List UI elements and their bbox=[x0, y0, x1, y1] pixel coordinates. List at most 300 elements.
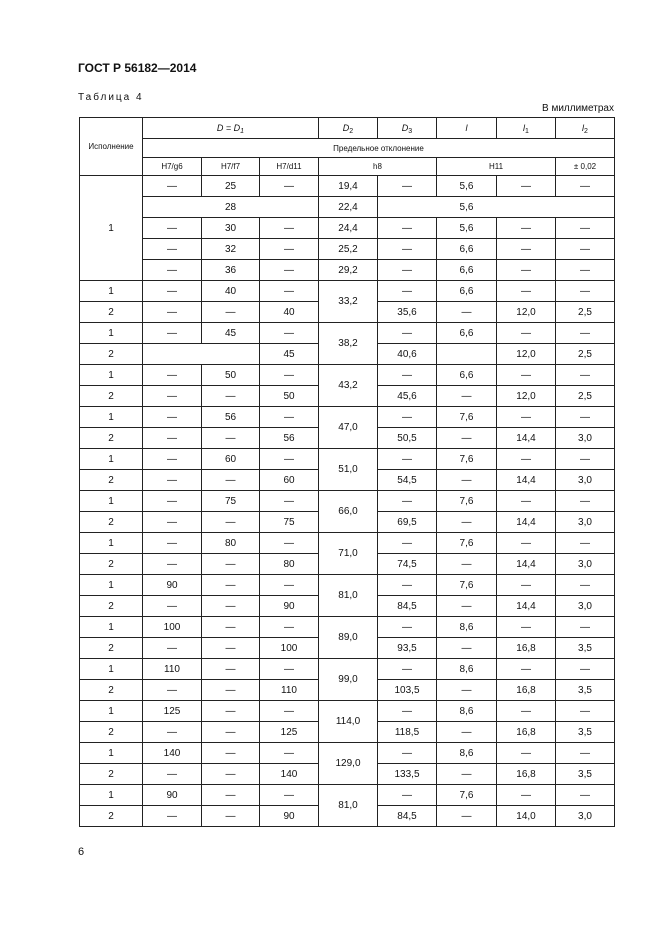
cell-h7f7: 80 bbox=[202, 533, 260, 554]
cell-h7g6: — bbox=[143, 281, 202, 302]
cell-h7d11: 56 bbox=[260, 428, 319, 449]
cell-d3: 69,5 bbox=[378, 512, 437, 533]
cell-l: 8,6 bbox=[437, 701, 497, 722]
cell-h7f7: 30 bbox=[202, 218, 260, 239]
cell-d3: 103,5 bbox=[378, 680, 437, 701]
cell-h7d11: — bbox=[260, 281, 319, 302]
cell-ispolnenie: 2 bbox=[80, 512, 143, 533]
cell-d3: 133,5 bbox=[378, 764, 437, 785]
table-row bbox=[80, 407, 615, 428]
header-d-eq-d1 bbox=[143, 118, 319, 139]
cell-l2: 2,5 bbox=[556, 302, 615, 323]
cell-d2: 51,0 bbox=[319, 449, 378, 491]
cell-d3: 54,5 bbox=[378, 470, 437, 491]
cell-l2: 3,5 bbox=[556, 680, 615, 701]
cell-ispolnenie: 1 bbox=[80, 743, 143, 764]
cell-l1: 14,4 bbox=[497, 596, 556, 617]
cell-h7d11: — bbox=[260, 617, 319, 638]
cell-l1: — bbox=[497, 449, 556, 470]
cell-l: — bbox=[437, 596, 497, 617]
cell-l1: 12,0 bbox=[497, 344, 556, 365]
cell-h7g6: — bbox=[143, 806, 202, 827]
cell-h7g6: — bbox=[143, 449, 202, 470]
cell-h7f7: — bbox=[202, 575, 260, 596]
document-title: ГОСТ Р 56182—2014 bbox=[78, 61, 197, 75]
cell-h7g6: — bbox=[143, 428, 202, 449]
cell-h7g6: — bbox=[143, 596, 202, 617]
cell-d3: 74,5 bbox=[378, 554, 437, 575]
cell-l: 6,6 bbox=[437, 281, 497, 302]
table-row bbox=[80, 743, 615, 764]
cell-l: — bbox=[437, 722, 497, 743]
cell-h7f7: 56 bbox=[202, 407, 260, 428]
cell-h7d11: — bbox=[260, 239, 319, 260]
cell-h7d11 bbox=[260, 197, 319, 218]
cell-l1: 12,0 bbox=[497, 386, 556, 407]
cell-h7f7: 25 bbox=[202, 176, 260, 197]
cell-l2: 3,0 bbox=[556, 512, 615, 533]
cell-l2: — bbox=[556, 281, 615, 302]
cell-l: 6,6 bbox=[437, 365, 497, 386]
cell-d3: 84,5 bbox=[378, 596, 437, 617]
cell-d2: 129,0 bbox=[319, 743, 378, 785]
cell-h7f7: — bbox=[202, 512, 260, 533]
cell-h7f7: — bbox=[202, 554, 260, 575]
cell-d2: 81,0 bbox=[319, 785, 378, 827]
cell-l2: 3,5 bbox=[556, 722, 615, 743]
tol-h7d11: H7/d11 bbox=[260, 158, 319, 176]
tol-h7g6: H7/g6 bbox=[143, 158, 202, 176]
cell-l: 5,6 bbox=[437, 176, 497, 197]
cell-l: 8,6 bbox=[437, 743, 497, 764]
header-l2 bbox=[556, 118, 615, 139]
cell-l: — bbox=[437, 806, 497, 827]
cell-d3: — bbox=[378, 218, 437, 239]
units-label: В миллиметрах bbox=[542, 103, 614, 114]
cell-d2: 43,2 bbox=[319, 365, 378, 407]
cell-h7g6: 140 bbox=[143, 743, 202, 764]
cell-l: — bbox=[437, 554, 497, 575]
cell-h7d11: — bbox=[260, 785, 319, 806]
cell-l1: 14,0 bbox=[497, 806, 556, 827]
cell-l1: 14,4 bbox=[497, 470, 556, 491]
cell-ispolnenie: 1 bbox=[80, 785, 143, 806]
tol-h7f7: H7/f7 bbox=[202, 158, 260, 176]
cell-l2: — bbox=[556, 323, 615, 344]
cell-d2: 99,0 bbox=[319, 659, 378, 701]
cell-l1: — bbox=[497, 533, 556, 554]
cell-l: 5,6 bbox=[437, 218, 497, 239]
cell-h7d11: 140 bbox=[260, 764, 319, 785]
cell-l1: — bbox=[497, 785, 556, 806]
cell-h7g6: — bbox=[143, 176, 202, 197]
cell-d3: — bbox=[378, 323, 437, 344]
table-row bbox=[80, 617, 615, 638]
cell-h7f7: — bbox=[202, 722, 260, 743]
cell-ispolnenie: 1 bbox=[80, 449, 143, 470]
cell-h7g6: — bbox=[143, 302, 202, 323]
cell-l2: 3,0 bbox=[556, 428, 615, 449]
cell-d2: 24,4 bbox=[319, 218, 378, 239]
cell-ispolnenie: 2 bbox=[80, 470, 143, 491]
table-row bbox=[80, 701, 615, 722]
cell-l2: 3,0 bbox=[556, 596, 615, 617]
header-d3 bbox=[378, 118, 437, 139]
header-row-2 bbox=[80, 139, 615, 158]
cell-l1: — bbox=[497, 491, 556, 512]
cell-h7f7: — bbox=[202, 701, 260, 722]
cell-h7d11: — bbox=[260, 533, 319, 554]
cell-h7d11: — bbox=[260, 743, 319, 764]
cell-ispolnenie: 1 bbox=[80, 491, 143, 512]
cell-l: 6,6 bbox=[437, 260, 497, 281]
cell-l: — bbox=[437, 428, 497, 449]
table-row bbox=[80, 449, 615, 470]
cell-ispolnenie: 1 bbox=[80, 407, 143, 428]
cell-h7f7: — bbox=[202, 785, 260, 806]
cell-h7d11: — bbox=[260, 701, 319, 722]
cell-h7d11: 90 bbox=[260, 596, 319, 617]
cell-h7f7: 50 bbox=[202, 365, 260, 386]
cell-l1: 14,4 bbox=[497, 428, 556, 449]
cell-h7g6: — bbox=[143, 239, 202, 260]
header-row-3 bbox=[80, 158, 615, 176]
table-row bbox=[80, 281, 615, 302]
table-row bbox=[80, 575, 615, 596]
cell-d3: — bbox=[378, 491, 437, 512]
cell-l2: — bbox=[556, 260, 615, 281]
cell-d3: — bbox=[378, 533, 437, 554]
cell-h7f7: — bbox=[202, 596, 260, 617]
cell-l1: — bbox=[497, 407, 556, 428]
cell-ispolnenie: 2 bbox=[80, 596, 143, 617]
cell-l bbox=[437, 344, 497, 365]
cell-d3: 93,5 bbox=[378, 638, 437, 659]
cell-l: — bbox=[437, 302, 497, 323]
tol-pm: ± 0,02 bbox=[556, 158, 615, 176]
table-row bbox=[80, 491, 615, 512]
cell-l1: — bbox=[497, 659, 556, 680]
cell-d3: — bbox=[378, 701, 437, 722]
cell-h7d11: 45 bbox=[260, 344, 319, 365]
cell-h7f7: — bbox=[202, 302, 260, 323]
cell-h7f7: — bbox=[202, 680, 260, 701]
cell-h7g6: — bbox=[143, 386, 202, 407]
cell-ispolnenie: 1 bbox=[80, 575, 143, 596]
cell-l: — bbox=[437, 470, 497, 491]
cell-ispolnenie: 2 bbox=[80, 806, 143, 827]
cell-h7f7: 60 bbox=[202, 449, 260, 470]
cell-l2: 3,5 bbox=[556, 764, 615, 785]
page-number: 6 bbox=[78, 846, 85, 858]
cell-h7d11: 80 bbox=[260, 554, 319, 575]
cell-h7g6: 90 bbox=[143, 785, 202, 806]
header-l1 bbox=[497, 118, 556, 139]
cell-h7d11: — bbox=[260, 659, 319, 680]
cell-l1: 16,8 bbox=[497, 722, 556, 743]
cell-d2: 81,0 bbox=[319, 575, 378, 617]
cell-d2: 19,4 bbox=[319, 176, 378, 197]
cell-h7f7: 40 bbox=[202, 281, 260, 302]
cell-l2: — bbox=[556, 701, 615, 722]
cell-d3: — bbox=[378, 281, 437, 302]
cell-l2: — bbox=[556, 449, 615, 470]
cell-ispolnenie: 1 bbox=[80, 281, 143, 302]
cell-l1: 16,8 bbox=[497, 680, 556, 701]
cell-l2: 3,0 bbox=[556, 554, 615, 575]
cell-h7f7: — bbox=[202, 386, 260, 407]
cell-l2: 2,5 bbox=[556, 386, 615, 407]
cell-l: — bbox=[437, 512, 497, 533]
cell-ispolnenie: 2 bbox=[80, 722, 143, 743]
cell-d3: 118,5 bbox=[378, 722, 437, 743]
cell-ispolnenie: 2 bbox=[80, 302, 143, 323]
cell-l: — bbox=[437, 638, 497, 659]
cell-l2: — bbox=[556, 239, 615, 260]
cell-l1: 16,8 bbox=[497, 638, 556, 659]
cell-h7d11: — bbox=[260, 407, 319, 428]
cell-l1 bbox=[497, 197, 556, 218]
table-row bbox=[80, 197, 615, 218]
cell-l2: — bbox=[556, 617, 615, 638]
cell-l1: — bbox=[497, 617, 556, 638]
dimensions-table bbox=[79, 117, 615, 827]
cell-h7d11: — bbox=[260, 365, 319, 386]
cell-h7d11: — bbox=[260, 323, 319, 344]
cell-h7f7: 28 bbox=[202, 197, 260, 218]
cell-l1: — bbox=[497, 365, 556, 386]
cell-l: 5,6 bbox=[437, 197, 497, 218]
header-l2-text: l bbox=[582, 123, 585, 133]
cell-h7f7: — bbox=[202, 659, 260, 680]
cell-d3: — bbox=[378, 365, 437, 386]
cell-l2: — bbox=[556, 743, 615, 764]
cell-ispolnenie: 2 bbox=[80, 764, 143, 785]
cell-ispolnenie: 1 bbox=[80, 701, 143, 722]
cell-l1: — bbox=[497, 260, 556, 281]
table-row bbox=[80, 323, 615, 344]
cell-h7f7: — bbox=[202, 764, 260, 785]
cell-d3: 45,6 bbox=[378, 386, 437, 407]
cell-l1: 14,4 bbox=[497, 554, 556, 575]
table-row bbox=[80, 785, 615, 806]
cell-h7f7: — bbox=[202, 638, 260, 659]
cell-l: 7,6 bbox=[437, 449, 497, 470]
cell-d3: — bbox=[378, 659, 437, 680]
cell-ispolnenie: 1 bbox=[80, 176, 143, 281]
cell-ispolnenie: 1 bbox=[80, 533, 143, 554]
table-row bbox=[80, 218, 615, 239]
cell-h7f7: — bbox=[202, 743, 260, 764]
cell-l2: 3,5 bbox=[556, 638, 615, 659]
cell-l2: — bbox=[556, 491, 615, 512]
cell-h7f7: 36 bbox=[202, 260, 260, 281]
table-row bbox=[80, 533, 615, 554]
cell-h7d11: 50 bbox=[260, 386, 319, 407]
cell-h7g6: — bbox=[143, 680, 202, 701]
cell-ispolnenie: 2 bbox=[80, 428, 143, 449]
cell-h7f7: — bbox=[202, 617, 260, 638]
cell-d3: 35,6 bbox=[378, 302, 437, 323]
cell-d2: 66,0 bbox=[319, 491, 378, 533]
cell-l: 6,6 bbox=[437, 239, 497, 260]
cell-h7d11: — bbox=[260, 176, 319, 197]
cell-l1: — bbox=[497, 176, 556, 197]
cell-h7d11: — bbox=[260, 449, 319, 470]
cell-h7g6: — bbox=[143, 722, 202, 743]
cell-h7f7: 45 bbox=[202, 323, 260, 344]
cell-d3: — bbox=[378, 239, 437, 260]
table-row bbox=[80, 260, 615, 281]
table-row bbox=[80, 176, 615, 197]
cell-l2: 3,0 bbox=[556, 806, 615, 827]
cell-d3: — bbox=[378, 575, 437, 596]
cell-d2: 29,2 bbox=[319, 260, 378, 281]
cell-h7g6: — bbox=[143, 218, 202, 239]
cell-l2: — bbox=[556, 659, 615, 680]
cell-ispolnenie: 2 bbox=[80, 638, 143, 659]
cell-l1: — bbox=[497, 281, 556, 302]
cell-d3: 84,5 bbox=[378, 806, 437, 827]
header-deviation: Предельное отклонение bbox=[143, 139, 615, 158]
cell-h7g6: — bbox=[143, 260, 202, 281]
cell-l1: — bbox=[497, 239, 556, 260]
cell-l2: 2,5 bbox=[556, 344, 615, 365]
cell-h7d11: 110 bbox=[260, 680, 319, 701]
table-body bbox=[80, 176, 615, 827]
cell-ispolnenie: 1 bbox=[80, 659, 143, 680]
cell-h7f7: 75 bbox=[202, 491, 260, 512]
cell-l: — bbox=[437, 386, 497, 407]
cell-ispolnenie: 2 bbox=[80, 680, 143, 701]
cell-h7d11: — bbox=[260, 575, 319, 596]
header-d2-text: D bbox=[342, 123, 350, 133]
cell-l: 7,6 bbox=[437, 491, 497, 512]
cell-l2: — bbox=[556, 365, 615, 386]
cell-d2: 114,0 bbox=[319, 701, 378, 743]
cell-h7g6: — bbox=[143, 512, 202, 533]
cell-d3: — bbox=[378, 449, 437, 470]
cell-h7d11: 90 bbox=[260, 806, 319, 827]
cell-l2: 3,0 bbox=[556, 470, 615, 491]
cell-d3 bbox=[378, 197, 437, 218]
cell-h7d11: 125 bbox=[260, 722, 319, 743]
cell-h7f7: — bbox=[202, 806, 260, 827]
cell-l1: — bbox=[497, 218, 556, 239]
cell-h7d11: 100 bbox=[260, 638, 319, 659]
cell-h7g6: — bbox=[143, 407, 202, 428]
cell-l: — bbox=[437, 764, 497, 785]
cell-ispolnenie: 1 bbox=[80, 617, 143, 638]
cell-ispolnenie: 1 bbox=[80, 323, 143, 344]
cell-l: 7,6 bbox=[437, 785, 497, 806]
cell-l2: — bbox=[556, 575, 615, 596]
cell-l: — bbox=[437, 680, 497, 701]
cell-d2: 47,0 bbox=[319, 407, 378, 449]
cell-ispolnenie: 2 bbox=[80, 554, 143, 575]
header-l-text: l bbox=[465, 123, 468, 133]
header-l1-text: l bbox=[523, 123, 526, 133]
header-l2-sub: 2 bbox=[584, 128, 588, 135]
cell-l: 8,6 bbox=[437, 659, 497, 680]
cell-l2: — bbox=[556, 533, 615, 554]
cell-l: 8,6 bbox=[437, 617, 497, 638]
cell-l2: — bbox=[556, 407, 615, 428]
cell-l1: — bbox=[497, 323, 556, 344]
cell-d2: 71,0 bbox=[319, 533, 378, 575]
cell-ispolnenie: 2 bbox=[80, 344, 143, 365]
cell-d2: 22,4 bbox=[319, 197, 378, 218]
header-d3-text: D bbox=[401, 123, 409, 133]
cell-ispolnenie: 2 bbox=[80, 386, 143, 407]
cell-h7f7 bbox=[202, 344, 260, 365]
cell-h7g6: — bbox=[143, 533, 202, 554]
cell-d3: — bbox=[378, 743, 437, 764]
cell-l1: 16,8 bbox=[497, 764, 556, 785]
cell-h7d11: 75 bbox=[260, 512, 319, 533]
cell-h7g6: — bbox=[143, 491, 202, 512]
cell-l1: — bbox=[497, 701, 556, 722]
cell-h7g6: 100 bbox=[143, 617, 202, 638]
table-row bbox=[80, 659, 615, 680]
cell-d3: — bbox=[378, 407, 437, 428]
cell-h7g6: 110 bbox=[143, 659, 202, 680]
header-d-eq-text: D = D bbox=[216, 123, 241, 133]
cell-l1: — bbox=[497, 743, 556, 764]
header-l1-sub: 1 bbox=[525, 128, 529, 135]
header-d3-sub: 3 bbox=[408, 128, 413, 135]
cell-h7d11: 60 bbox=[260, 470, 319, 491]
cell-d3: 40,6 bbox=[378, 344, 437, 365]
cell-l: 7,6 bbox=[437, 575, 497, 596]
header-ispolnenie: Исполнение bbox=[80, 118, 143, 176]
cell-d3: — bbox=[378, 617, 437, 638]
cell-l: 7,6 bbox=[437, 407, 497, 428]
cell-d2: 38,2 bbox=[319, 323, 378, 365]
tol-h11: H11 bbox=[437, 158, 556, 176]
cell-l: 7,6 bbox=[437, 533, 497, 554]
cell-h7f7: 32 bbox=[202, 239, 260, 260]
cell-h7g6 bbox=[143, 344, 202, 365]
cell-h7g6: 90 bbox=[143, 575, 202, 596]
cell-h7f7: — bbox=[202, 470, 260, 491]
cell-l: 6,6 bbox=[437, 323, 497, 344]
cell-l2: — bbox=[556, 785, 615, 806]
cell-h7g6: — bbox=[143, 323, 202, 344]
cell-l1: 14,4 bbox=[497, 512, 556, 533]
cell-h7g6: — bbox=[143, 554, 202, 575]
table-row bbox=[80, 239, 615, 260]
cell-l1: — bbox=[497, 575, 556, 596]
cell-d3: — bbox=[378, 260, 437, 281]
tol-h8: h8 bbox=[319, 158, 437, 176]
header-row-1 bbox=[80, 118, 615, 139]
cell-h7g6: — bbox=[143, 638, 202, 659]
table-row bbox=[80, 365, 615, 386]
header-d2-sub: 2 bbox=[349, 128, 354, 135]
cell-d3: 50,5 bbox=[378, 428, 437, 449]
cell-d3: — bbox=[378, 785, 437, 806]
header-d-eq-sub: 1 bbox=[240, 128, 245, 135]
cell-h7d11: — bbox=[260, 218, 319, 239]
cell-l2: — bbox=[556, 176, 615, 197]
cell-d2: 89,0 bbox=[319, 617, 378, 659]
cell-d2: 33,2 bbox=[319, 281, 378, 323]
cell-h7g6: — bbox=[143, 470, 202, 491]
cell-h7g6: — bbox=[143, 365, 202, 386]
header-l bbox=[437, 118, 497, 139]
cell-ispolnenie: 1 bbox=[80, 365, 143, 386]
